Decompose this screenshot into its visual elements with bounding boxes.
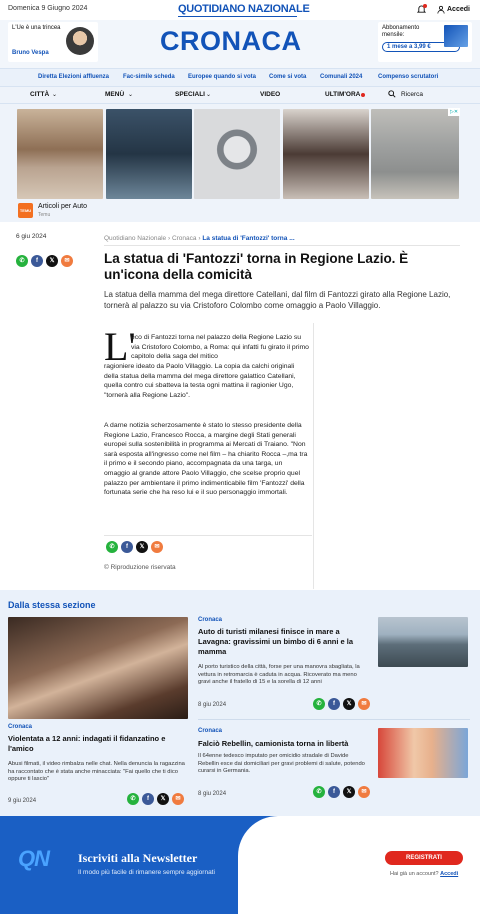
drop-cap: L' <box>104 324 136 369</box>
related-date: 9 giu 2024 <box>8 798 37 804</box>
related-main-image[interactable] <box>8 617 188 719</box>
adchoices-icon[interactable]: ▷✕ <box>449 109 459 115</box>
facebook-icon[interactable]: f <box>31 255 43 267</box>
opinion-title[interactable]: L'Ue è una trincea <box>12 25 61 31</box>
related-main-title[interactable]: Violentata a 12 anni: indagati il fidanzatino e l'amico <box>8 734 166 753</box>
x-icon[interactable]: 𝕏 <box>343 698 355 710</box>
related-date: 8 giu 2024 <box>198 791 227 797</box>
topic-link[interactable]: Comunali 2024 <box>320 74 363 80</box>
author-avatar <box>66 27 94 55</box>
ad-image-dress[interactable] <box>371 109 459 199</box>
whatsapp-icon[interactable]: ✆ <box>16 255 28 267</box>
x-icon[interactable]: 𝕏 <box>136 541 148 553</box>
breadcrumb-section[interactable]: Cronaca <box>171 235 197 242</box>
related-main-summary: Abusi filmati, il video rimbalza nelle chat. Nella denuncia la ragazzina ha raccontato che è stata anche minacciata: "Fai quello che ti dico oppure ti lascio" <box>8 761 185 782</box>
article-subtitle: La statua della mamma del mega direttore Catellani, dal film di Fantozzi girato alla Regione Lazio, tornerà al palazzo su via Cristoforo Colombo come omaggio a Paolo Villaggio. <box>104 290 451 310</box>
related-kicker[interactable]: Cronaca <box>198 728 223 734</box>
breadcrumb-home[interactable]: Quotidiano Nazionale <box>104 235 167 242</box>
article-paragraph: ragioniere ideato da Paolo Villaggio. La copia da calchi originali della statua della mamma del mega direttore galattico Catellani, quella contro cui sbatteva la testa ogni mattina il ragionier Ugo, "tornerà alla Regione Lazio". <box>104 363 296 399</box>
column-divider <box>313 323 314 589</box>
breadcrumb-separator: › <box>198 235 203 242</box>
ad-image-shoes[interactable] <box>106 109 192 199</box>
x-icon[interactable]: 𝕏 <box>157 793 169 805</box>
ad-image-watch[interactable] <box>194 109 280 199</box>
section-logo[interactable]: CRONACA <box>160 26 302 56</box>
user-icon[interactable] <box>437 5 445 14</box>
divider <box>104 535 312 536</box>
related-thumbnail-cyclist[interactable] <box>378 728 468 778</box>
facebook-icon[interactable]: f <box>328 698 340 710</box>
search-icon[interactable] <box>388 90 396 98</box>
email-icon[interactable]: ✉ <box>358 698 370 710</box>
register-button[interactable]: REGISTRATI <box>385 851 463 865</box>
related-item-summary: Al porto turistico della città, forse per una manovra sbagliata, la vettura in retromarcia è caduta in acqua. Ricoverato ma meno gravi anche il fratello di 15 e la sorella di 12 anni <box>198 664 360 685</box>
chevron-down-icon: ⌄ <box>128 92 134 98</box>
related-kicker[interactable]: Cronaca <box>8 724 33 730</box>
email-icon[interactable]: ✉ <box>61 255 73 267</box>
nav-item-speciali[interactable]: SPECIALI <box>175 91 205 98</box>
current-date: Domenica 9 Giugno 2024 <box>8 5 88 12</box>
related-date: 8 giu 2024 <box>198 702 227 708</box>
related-item-summary: Il 64enne tedesco imputato per omicidio stradale di Davide Rebellin esce dai domiciliari per gravi problemi di salute, potendo curarsi in Germania. <box>198 753 365 774</box>
facebook-icon[interactable]: f <box>328 786 340 798</box>
nav-item-menu[interactable]: MENÙ <box>105 91 125 98</box>
x-icon[interactable]: 𝕏 <box>46 255 58 267</box>
article-date: 6 giu 2024 <box>16 233 47 240</box>
subscription-devices-image <box>444 25 468 47</box>
topic-link[interactable]: Europee quando si vota <box>188 74 257 80</box>
divider <box>104 245 460 246</box>
subscription-label: Abbonamento mensile: <box>382 25 420 38</box>
ad-sponsor: Temu <box>38 212 51 218</box>
chevron-down-icon: ⌄ <box>52 92 58 98</box>
search-label[interactable]: Ricerca <box>401 91 424 98</box>
qn-brand-link[interactable]: QUOTIDIANO NAZIONALE <box>178 3 310 15</box>
email-icon[interactable]: ✉ <box>151 541 163 553</box>
related-kicker[interactable]: Cronaca <box>198 617 223 623</box>
login-link[interactable]: Accedi <box>447 6 470 13</box>
live-dot <box>361 93 365 97</box>
nav-item-ultimora[interactable]: ULTIM'ORA <box>325 91 361 98</box>
breadcrumb-separator: › <box>167 235 172 242</box>
copyright-notice: © Riproduzione riservata <box>104 564 176 571</box>
topic-link[interactable]: Come si vota <box>269 74 307 80</box>
x-icon[interactable]: 𝕏 <box>343 786 355 798</box>
facebook-icon[interactable]: f <box>142 793 154 805</box>
opinion-author[interactable]: Bruno Vespa <box>12 50 49 56</box>
article-paragraph: eco di Fantozzi torna nel palazzo della Regione Lazio su via Cristoforo Colombo, a Roma: qui infatti fu girato il primo capitolo della saga del mitico <box>131 334 309 361</box>
nav-item-citta[interactable]: CITTÀ <box>30 91 50 98</box>
whatsapp-icon[interactable]: ✆ <box>127 793 139 805</box>
newsletter-panel <box>238 816 480 914</box>
subscription-price-button[interactable]: 1 mese a 3,99 € <box>382 42 460 52</box>
account-login-link[interactable]: Accedi <box>440 871 459 877</box>
breadcrumb-current: La statua di 'Fantozzi' torna ... <box>202 235 295 242</box>
topic-link[interactable]: Compenso scrutatori <box>378 74 439 80</box>
related-item-title[interactable]: Auto di turisti milanesi finisce in mare a Lavagna: gravissimi un bimbo di 6 anni e la mamma <box>198 627 354 656</box>
related-heading: Dalla stessa sezione <box>8 600 96 610</box>
notification-dot <box>423 4 427 8</box>
ad-title[interactable]: Articoli per Auto <box>38 203 88 210</box>
ad-logo: TEMU <box>18 203 33 218</box>
qn-logo: QN <box>18 846 49 871</box>
whatsapp-icon[interactable]: ✆ <box>313 786 325 798</box>
divider <box>198 719 470 720</box>
brand-underline <box>178 16 297 17</box>
article-title: La statua di 'Fantozzi' torna in Regione Lazio. È un'icona della comicità <box>104 251 409 282</box>
email-icon[interactable]: ✉ <box>358 786 370 798</box>
whatsapp-icon[interactable]: ✆ <box>313 698 325 710</box>
account-prompt <box>390 871 458 877</box>
topic-link[interactable]: Fac-simile scheda <box>123 74 175 80</box>
newsletter-subtitle: Il modo più facile di rimanere sempre aggiornati <box>78 869 215 876</box>
topic-link[interactable]: Diretta Elezioni affluenza <box>38 74 110 80</box>
related-item-title[interactable]: Falciò Rebellin, camionista torna in libertà <box>198 739 349 748</box>
facebook-icon[interactable]: f <box>121 541 133 553</box>
email-icon[interactable]: ✉ <box>172 793 184 805</box>
whatsapp-icon[interactable]: ✆ <box>106 541 118 553</box>
chevron-down-icon: ⌄ <box>206 92 212 98</box>
ad-image-slippers[interactable] <box>283 109 369 199</box>
related-thumbnail-harbor[interactable] <box>378 617 468 667</box>
nav-item-video[interactable]: VIDEO <box>260 91 281 98</box>
breadcrumb <box>104 235 295 242</box>
article-paragraph: A darne notizia scherzosamente è stato lo stesso presidente della Regione Lazio, Francesco Rocca, a margine degli Stati generali europei sulla sostenibilità in programma ai Mercati di Traiano. "Non sarà esposta all'ingresso come nel film – ha chiarito Rocca –,ma tra il primo e il secondo piano, accompagnata da una targa, un omaggio al grande attore Paolo Villaggio, che scelse proprio quel palazzo per ambientare il primo indimenticabile film 'Fantozzi' della fortunata serie che ha reso lui e il suo personaggio immortali. <box>104 422 308 497</box>
account-text: Hai già un account? <box>390 871 439 877</box>
newsletter-title: Iscriviti alla Newsletter <box>78 851 198 865</box>
ad-image-sandals[interactable] <box>17 109 103 199</box>
